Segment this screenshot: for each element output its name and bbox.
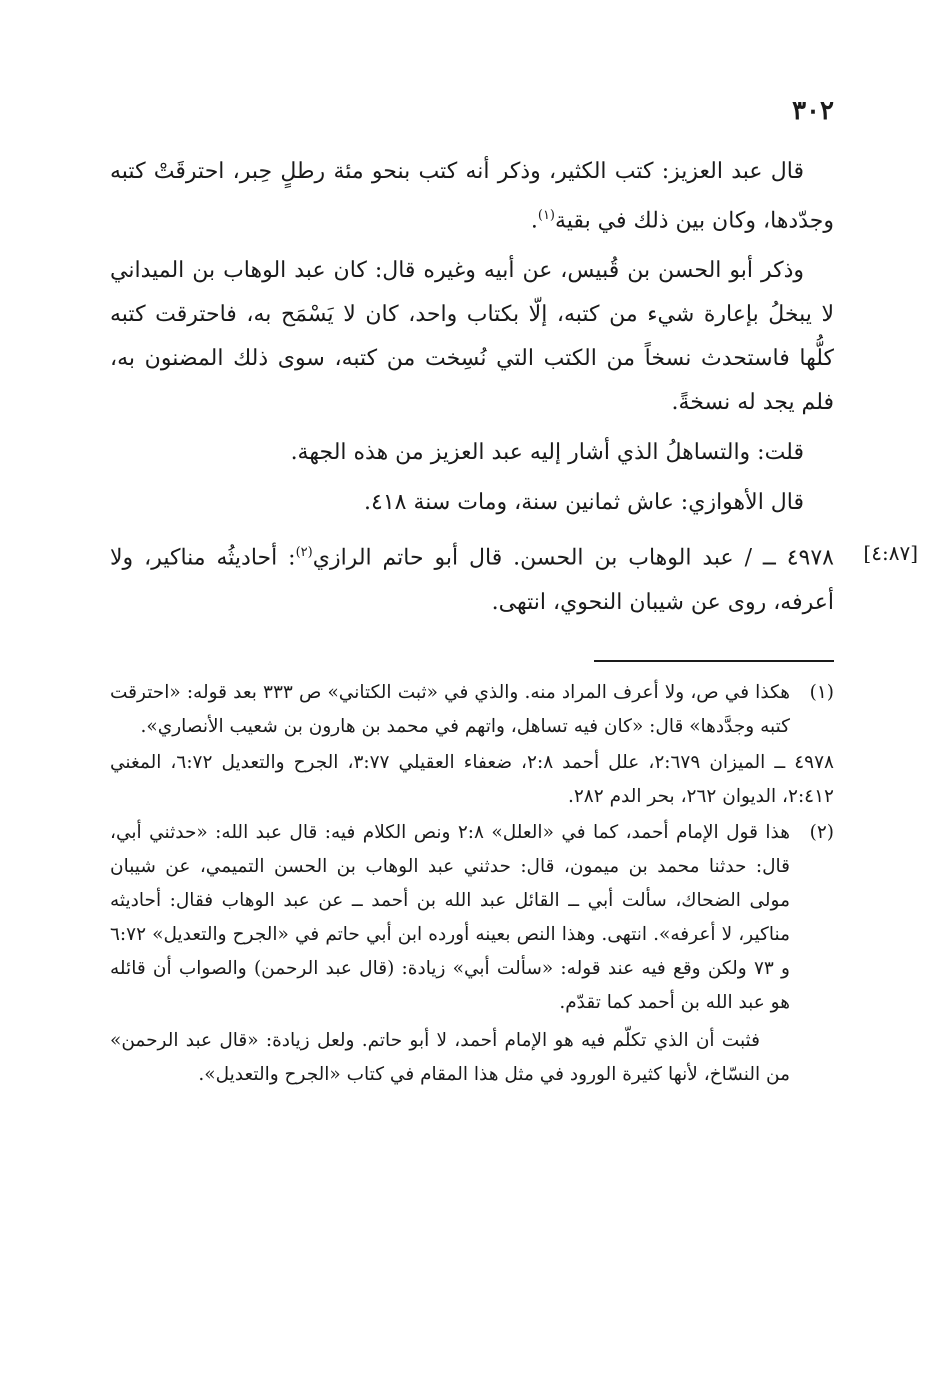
footnote-2-continuation: فثبت أن الذي تكلّم فيه هو الإمام أحمد، لا أبو حاتم. ولعل زيادة: «قال عبد الرحمن» من النسّاخ، لأنها كثيرة الورود في مثل هذا المقام في كتاب «الجرح والتعديل».: [110, 1030, 790, 1085]
paragraph-abdulaziz: قال عبد العزيز: كتب الكثير، وذكر أنه كتب بنحو مئة رطلٍ حِبر، احترقَتْ كتبه وجدّدها، وكان بين ذلك في بقية$^{(١)}$.: [110, 159, 834, 234]
footnote-ref-2[interactable]: (٢): [295, 545, 313, 561]
footnote-1-mark: (١): [809, 682, 834, 703]
footnote-1-text: هكذا في ص، ولا أعرف المراد منه. والذي في «ثبت الكتاني» ص ٣٣٣ بعد قوله: «احترقت كتبه وجدَّدها» قال: «كان فيه تساهل، واتهم في محمد بن هارون بن شعيب الأنصاري».: [110, 682, 791, 737]
footnote-2: [110, 816, 834, 1092]
entry-4978: [٤:٨٧] ٤٩٧٨ ــ / عبد الوهاب بن الحسن. قال أبو حاتم الرازي$^{(٢)}$: أحاديثُه مناكير، ولا أعرفه، روى عن شيبان النحوي، انتهى.: [110, 531, 834, 624]
page-number: ٣٠٢: [792, 96, 834, 126]
footnote-2-text: هذا قول الإمام أحمد، كما في «العلل» ٢:٨ ونص الكلام فيه: قال عبد الله: «حدثني أبي، قال: حدثنا محمد بن ميمون، قال: حدثني عبد الوهاب بن الحسن التميمي، عن شيبان مولى الضحاك، سألت أبي ــ القائل عبد الله بن أحمد ــ عن عبد الوهاب فقال: أحاديثه مناكير، لا أعرفه». انتهى. وهذا النص بعينه أورده ابن أبي حاتم في «الجرح والتعديل» ٦:٧٢ و ٧٣ ولكن وقع فيه عند قوله: «سألت أبي» زيادة: (قال عبد الرحمن) والصواب أن قائله هو عبد الله بن أحمد كما تقدّم.: [110, 822, 790, 1013]
footnotes: [110, 676, 834, 1094]
footnote-divider: [594, 660, 834, 662]
footnote-1: [110, 676, 834, 744]
paragraph-qubais: وذكر أبو الحسن بن قُبيس، عن أبيه وغيره قال: كان عبد الوهاب بن الميداني لا يبخلُ بإعارة شيء من كتبه، إلّا بكتاب واحد، كان لا يَسْمَح به، فاحترقت كتبه كلُّها فاستحدث نسخاً من الكتب التي نُسِخت من كتبه، سوى ذلك المضنون به، فلم يجد له نسخةً.: [110, 258, 834, 416]
paragraph-ahwazi: قال الأهوازي: عاش ثمانين سنة، ومات سنة ٤١٨.: [364, 490, 804, 516]
paragraph-comment: قلت: والتساهلُ الذي أشار إليه عبد العزيز من هذه الجهة.: [290, 440, 804, 466]
footnote-ref-1[interactable]: (١): [537, 208, 555, 223]
entry-sources: ٤٩٧٨ ــ الميزان ٢:٦٧٩، علل أحمد ٢:٨، ضعفاء العقيلي ٣:٧٧، الجرح والتعديل ٦:٧٢، المغني ٢:٤١٢، الديوان ٢٦٢، بحر الدم ٢٨٢.: [110, 752, 834, 807]
volume-page-reference: [٤:٨٧]: [863, 541, 918, 566]
footnote-2-mark: (٢): [809, 822, 834, 843]
main-text: [110, 150, 918, 631]
